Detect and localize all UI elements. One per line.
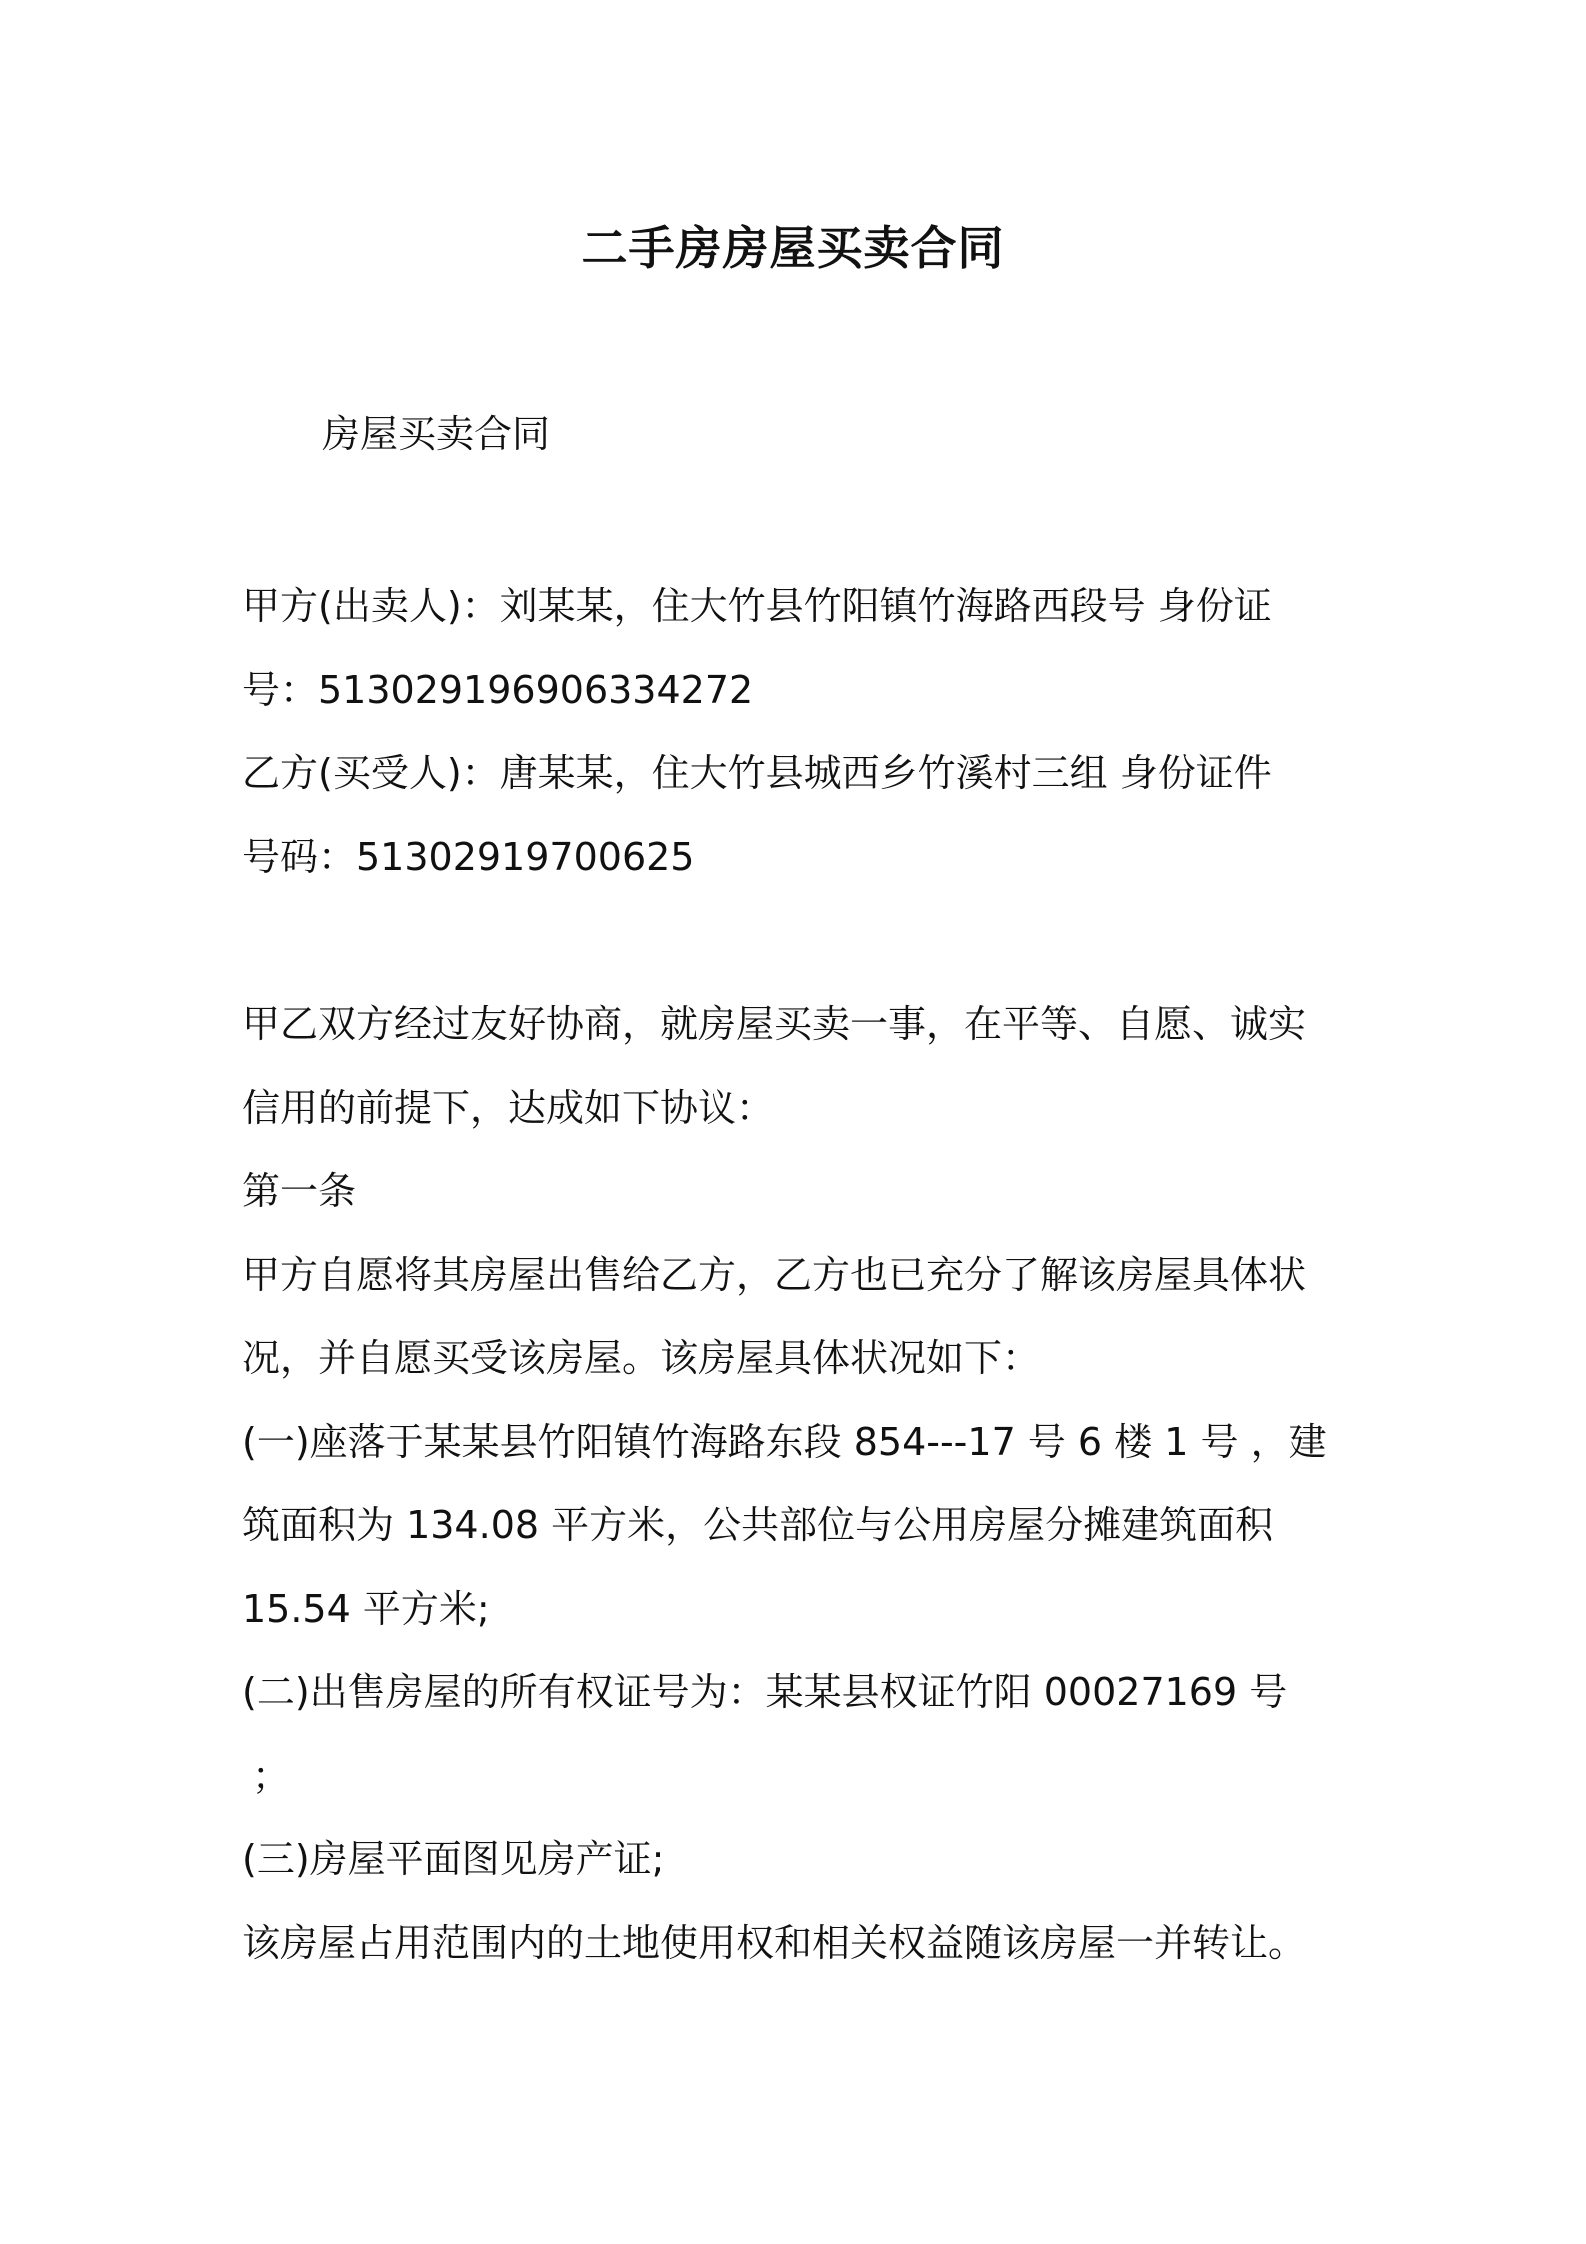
item-1-line-2: 筑面积为 134.08 平方米，公共部位与公用房屋分摊建筑面积	[242, 1503, 1274, 1547]
clauses-section	[242, 983, 1362, 1985]
document-title: 二手房房屋买卖合同	[581, 221, 1005, 275]
article-heading: 第一条	[242, 1169, 357, 1213]
item-3-line: (三)房屋平面图见房产证;	[242, 1837, 665, 1881]
land-rights-line: 该房屋占用范围内的土地使用权和相关权益随该房屋一并转让。	[242, 1920, 1307, 1965]
party-a-line-1: 甲方(出卖人)：刘某某，住大竹县竹阳镇竹海路西段号 身份证	[242, 584, 1272, 628]
item-1-line-3: 15.54 平方米;	[242, 1586, 490, 1631]
party-b-line-2: 号码：51302919700625	[242, 834, 695, 879]
parties-section	[242, 565, 1362, 899]
party-a-line-2: 号：513029196906334272	[242, 667, 754, 712]
party-b-line-1: 乙方(买受人)：唐某某，住大竹县城西乡竹溪村三组 身份证件	[242, 751, 1272, 795]
item-1-line-1: (一)座落于某某县竹阳镇竹海路东段 854---17 号 6 楼 1 号 ，建	[242, 1419, 1327, 1464]
document-subtitle: 房屋买卖合同	[322, 412, 551, 456]
preamble-line-2: 信用的前提下，达成如下协议：	[242, 1085, 775, 1130]
article-line-2: 况，并自愿买受该房屋。该房屋具体状况如下：	[242, 1336, 1041, 1380]
item-2-line-2: ；	[252, 1753, 291, 1798]
preamble-line-1: 甲乙双方经过友好协商，就房屋买卖一事，在平等、自愿、诚实	[242, 1002, 1307, 1046]
article-line-1: 甲方自愿将其房屋出售给乙方，乙方也已充分了解该房屋具体状	[242, 1252, 1307, 1297]
item-2-line-1: (二)出售房屋的所有权证号为：某某县权证竹阳 00027169 号	[242, 1670, 1288, 1714]
